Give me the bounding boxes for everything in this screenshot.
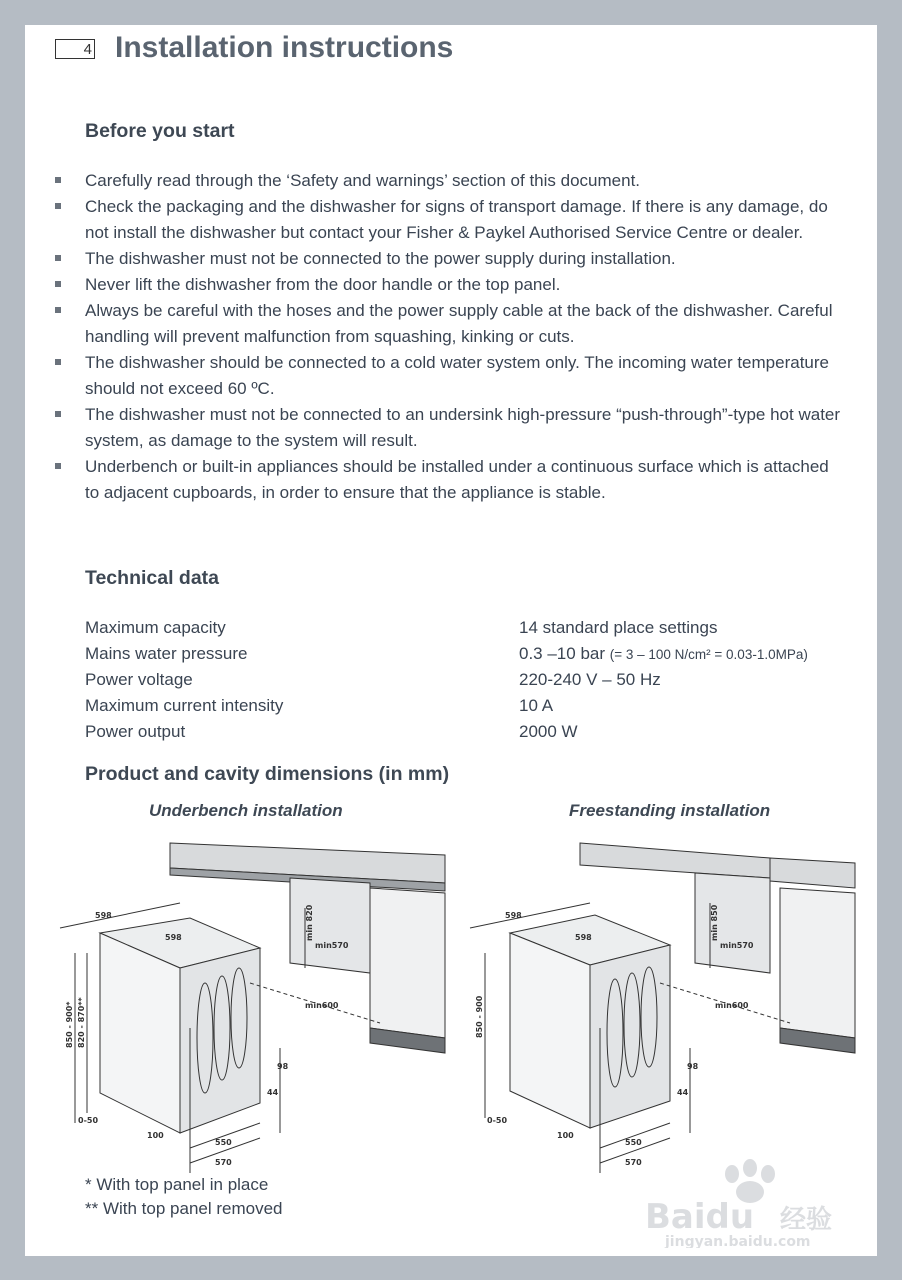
dim-98: 98 xyxy=(687,1062,699,1071)
list-item: The dishwasher should be connected to a cold water system only. The incoming water temperature should not exceed 60 ºC. xyxy=(55,350,845,402)
tech-value: 2000 W xyxy=(519,722,578,741)
dim-98: 98 xyxy=(277,1062,289,1071)
table-row xyxy=(85,615,865,641)
dim-0-50: 0-50 xyxy=(487,1116,508,1125)
page-title: Installation instructions xyxy=(115,31,454,64)
table-row xyxy=(85,693,865,719)
before-you-start-list xyxy=(55,168,845,506)
dim-width-body: 598 xyxy=(165,933,182,942)
dim-550: 550 xyxy=(625,1138,642,1147)
technical-data-table xyxy=(85,615,865,745)
list-item: Never lift the dishwasher from the door handle or the top panel. xyxy=(55,272,845,298)
list-item: The dishwasher must not be connected to the power supply during installation. xyxy=(55,246,845,272)
dim-height-b: 820 - 870** xyxy=(77,997,86,1048)
tech-label: Maximum capacity xyxy=(85,618,226,637)
list-item: Check the packaging and the dishwasher for signs of transport damage. If there is any damage, do not install the dishwasher but contact your Fisher & Paykel Authorised Service Centre or dealer. xyxy=(55,194,845,246)
tech-label: Power voltage xyxy=(85,670,193,689)
list-item: Always be careful with the hoses and the power supply cable at the back of the dishwasher. Careful handling will prevent malfunction from squashing, kinking or cuts. xyxy=(55,298,845,350)
baidu-watermark xyxy=(640,1148,870,1248)
footnotes xyxy=(85,1173,283,1221)
dim-100: 100 xyxy=(147,1131,164,1140)
footnote: * With top panel in place xyxy=(85,1175,269,1194)
list-item: The dishwasher must not be connected to an undersink high-pressure “push-through”-type hot water system, as damage to the system will result. xyxy=(55,402,845,454)
tech-value: 0.3 –10 bar (= 3 – 100 N/cm² = 0.03-1.0MPa) xyxy=(519,644,808,663)
underbench-title: Underbench installation xyxy=(149,801,343,820)
dim-min-depth: min570 xyxy=(315,941,349,950)
page-number: 4 xyxy=(55,39,95,59)
watermark-url: jingyan.baidu.com xyxy=(665,1234,811,1248)
table-row xyxy=(85,719,865,745)
dim-width-body: 598 xyxy=(575,933,592,942)
dim-min-height: min 820 xyxy=(305,904,314,941)
watermark-brand: Baidu xyxy=(645,1197,755,1237)
dim-570: 570 xyxy=(215,1158,232,1167)
list-item: Underbench or built-in appliances should be installed under a continuous surface which is attached to adjacent cupboards, in order to ensure that the appliance is stable. xyxy=(55,454,845,506)
table-row xyxy=(85,641,865,667)
tech-value: 10 A xyxy=(519,696,554,715)
dim-min-width: min600 xyxy=(305,1001,339,1010)
dim-min-height: min 850 xyxy=(710,904,719,941)
dim-0-50: 0-50 xyxy=(78,1116,99,1125)
document-page xyxy=(25,25,877,1256)
tech-label: Mains water pressure xyxy=(85,644,248,663)
list-item: Carefully read through the ‘Safety and warnings’ section of this document. xyxy=(55,168,845,194)
watermark-cn: 经验 xyxy=(780,1205,833,1235)
table-row xyxy=(85,667,865,693)
dim-width-top: 598 xyxy=(95,911,112,920)
tech-value: 220-240 V – 50 Hz xyxy=(519,670,661,689)
dim-min-depth: min570 xyxy=(720,941,754,950)
section-heading-dimensions: Product and cavity dimensions (in mm) xyxy=(85,763,450,785)
dim-44: 44 xyxy=(677,1088,689,1097)
dim-width-top: 598 xyxy=(505,911,522,920)
tech-value: 14 standard place settings xyxy=(519,618,718,637)
dim-100: 100 xyxy=(557,1131,574,1140)
tech-label: Power output xyxy=(85,722,186,741)
footnote: ** With top panel removed xyxy=(85,1199,283,1218)
dim-570: 570 xyxy=(625,1158,642,1167)
dim-height: 850 - 900 xyxy=(475,995,484,1038)
dim-min-width: min600 xyxy=(715,1001,749,1010)
section-heading-before-you-start: Before you start xyxy=(85,120,235,142)
dim-44: 44 xyxy=(267,1088,279,1097)
dim-height-a: 850 - 900* xyxy=(65,1001,74,1048)
underbench-diagram xyxy=(50,833,450,1173)
tech-value-note: (= 3 – 100 N/cm² = 0.03-1.0MPa) xyxy=(609,647,808,662)
section-heading-technical-data: Technical data xyxy=(85,567,220,589)
tech-label: Maximum current intensity xyxy=(85,696,284,715)
freestanding-title: Freestanding installation xyxy=(569,801,771,820)
dim-550: 550 xyxy=(215,1138,232,1147)
freestanding-diagram xyxy=(465,833,860,1173)
